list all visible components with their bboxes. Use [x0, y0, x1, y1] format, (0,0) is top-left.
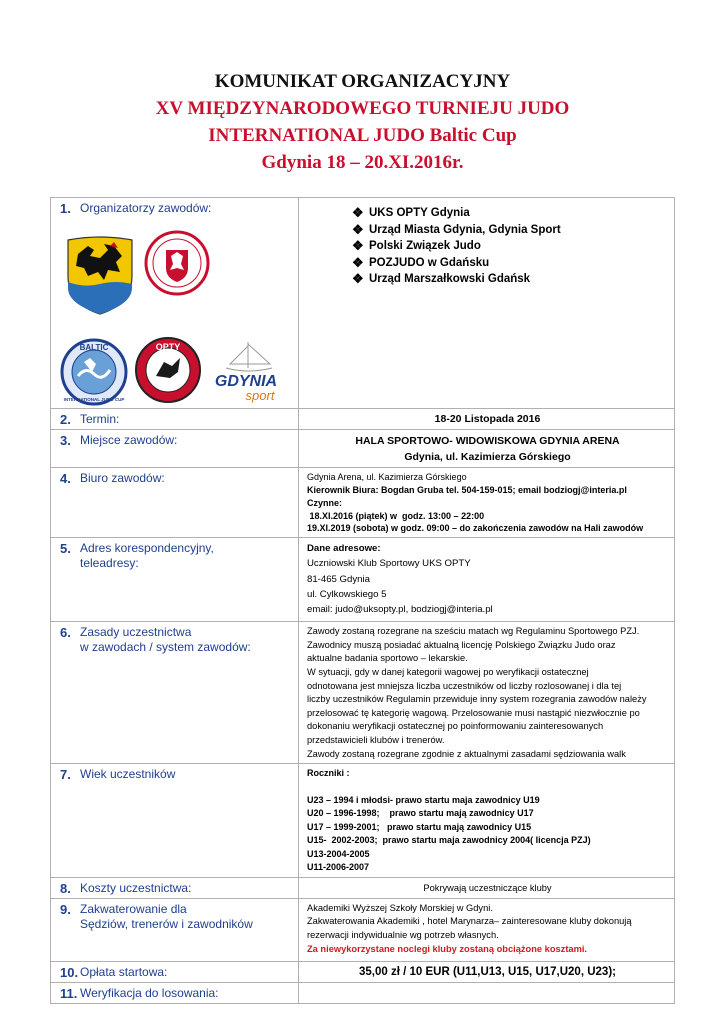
- rules-line: Zawodnicy muszą posiadać aktualną licencję Polskiego Związku Judo oraz: [307, 639, 616, 650]
- row-number: 4.: [60, 471, 71, 487]
- row-number: 7.: [60, 767, 71, 783]
- accommodation-line: Zakwaterowania Akademiki , hotel Marynarza– zainteresowane kluby dokonują: [307, 916, 632, 927]
- doc-title-line-3: INTERNATIONAL JUDO Baltic Cup: [208, 125, 517, 146]
- row-label: Opłata startowa:: [80, 964, 168, 979]
- rules-line: przedstawicieli klubów i trenerów.: [307, 734, 445, 745]
- gdynia-sport-logo: [208, 338, 286, 404]
- row-label: teleadresy:: [80, 556, 139, 571]
- row-number: 8.: [60, 880, 71, 896]
- doc-title-line-2: XV MIĘDZYNARODOWEGO TURNIEJU JUDO: [155, 98, 570, 119]
- baltic-logo-text: BALTIC: [79, 343, 109, 352]
- row-label: Weryfikacja do losowania:: [80, 986, 219, 1001]
- venue-name: HALA SPORTOWO- WIDOWISKOWA GDYNIA ARENA: [355, 435, 620, 448]
- row-label: Sędziów, trenerów i zawodników: [80, 916, 253, 931]
- age-line: U15- 2002-2003; prawo startu maja zawodnicy 2004( licencja PZJ): [307, 835, 591, 846]
- address-line: ul. Cylkowskiego 5: [307, 588, 387, 600]
- row-label: Miejsce zawodów:: [80, 433, 178, 448]
- row-number: 2.: [60, 412, 71, 427]
- list-item: ❖ Urząd Miasta Gdynia, Gdynia Sport: [352, 221, 561, 237]
- list-item: ❖ UKS OPTY Gdynia: [352, 205, 470, 220]
- age-title: Roczniki :: [307, 768, 350, 779]
- diamond-bullet-icon: ❖: [352, 238, 364, 253]
- row-office: [51, 468, 675, 538]
- opty-logo: [134, 336, 202, 404]
- doc-title-line-1: KOMUNIKAT ORGANIZACYJNY: [214, 71, 511, 92]
- row-number: 5.: [60, 541, 71, 557]
- row-label: Adres korespondencyjny,: [80, 541, 214, 556]
- age-line: U23 – 1994 i młodsi- prawo startu maja zawodnicy U19: [307, 794, 540, 805]
- row-number: 10.: [60, 964, 79, 980]
- row-number: 11.: [60, 986, 78, 1002]
- office-open-label: Czynne:: [307, 497, 343, 508]
- info-table: [50, 197, 675, 1004]
- list-item: ❖ Polski Związek Judo: [352, 238, 481, 253]
- diamond-bullet-icon: ❖: [352, 205, 364, 220]
- row-verification: [51, 983, 675, 1004]
- rules-line: dokonaniu weryfikacji ostatecznej po poinformowaniu zainteresowanych: [307, 721, 604, 732]
- costs-value: Pokrywają uczestniczące kluby: [423, 882, 552, 893]
- age-line: U13-2004-2005: [307, 848, 370, 859]
- organizers-list: [352, 205, 668, 288]
- griffin-crest-logo: [64, 232, 136, 316]
- address-line: Uczniowski Klub Sportowy UKS OPTY: [307, 558, 471, 570]
- row-label: Biuro zawodów:: [80, 471, 165, 486]
- diamond-bullet-icon: ❖: [352, 254, 364, 270]
- diamond-bullet-icon: ❖: [352, 221, 364, 237]
- row-organizers: [51, 198, 675, 409]
- gdynia-logo-text: GDYNIA: [214, 373, 278, 390]
- rules-line: Zawody zostaną rozegrane zgodnie z aktualnymi zasadami sędziowania walk: [307, 748, 626, 759]
- row-costs: [51, 877, 675, 898]
- office-hours-friday: 18.XI.2016 (piątek) w godz. 13:00 – 22:00: [307, 510, 485, 521]
- date-value: 18-20 Listopada 2016: [434, 413, 541, 425]
- office-manager: Kierownik Biura: Bogdan Gruba tel. 504-159-015; email bodziogj@interia.pl: [307, 485, 627, 495]
- row-address: [51, 538, 675, 622]
- pzj-eagle-logo: [144, 228, 210, 298]
- accommodation-line: Akademiki Wyższej Szkoły Morskiej w Gdyni.: [307, 902, 493, 913]
- row-age: [51, 764, 675, 878]
- rules-line: Zawody zostaną rozegrane na sześciu matach wg Regulaminu Sportowego PZJ.: [307, 626, 640, 637]
- opty-logo-text: OPTY: [155, 342, 181, 352]
- fee-value: 35,00 zł / 10 EUR (U11,U13, U15, U17,U20, U23);: [359, 965, 616, 978]
- baltic-cup-logo: [60, 338, 128, 406]
- organizer-logos: [60, 216, 292, 406]
- row-number: 1.: [60, 201, 71, 216]
- diamond-bullet-icon: ❖: [352, 271, 364, 286]
- venue-address: Gdynia, ul. Kazimierza Górskiego: [404, 451, 571, 464]
- accommodation-warning: Za niewykorzystane noclegi kluby zostaną obciążone kosztami.: [307, 943, 588, 954]
- row-number: 6.: [60, 625, 71, 641]
- row-venue: [51, 430, 675, 468]
- row-label: Wiek uczestników: [80, 767, 176, 782]
- row-date: [51, 409, 675, 430]
- row-label: Termin:: [80, 412, 120, 426]
- row-label: w zawodach / system zawodów:: [80, 640, 251, 655]
- office-hours-saturday: 19.XI.2019 (sobota) w godz. 09:00 – do zakończenia zawodów na Hali zawodów: [307, 523, 644, 534]
- list-item: ❖ Urząd Marszałkowski Gdańsk: [352, 271, 531, 286]
- row-number: 9.: [60, 901, 71, 917]
- row-number: 3.: [60, 433, 71, 449]
- rules-line: aktualne badania sportowo – lekarskie.: [307, 653, 468, 664]
- rules-line: odnotowana jest mniejsza liczba uczestników od liczby rozlosowanej i dla tej: [307, 680, 622, 691]
- row-fee: [51, 961, 675, 982]
- list-item: ❖ POZJUDO w Gdańsku: [352, 254, 490, 270]
- rules-line: liczby uczestników Regulamin przewiduje inny system rozegrania zawodów należy: [307, 694, 647, 705]
- row-rules: [51, 622, 675, 764]
- office-address: Gdynia Arena, ul. Kazimierza Górskiego: [307, 472, 467, 483]
- age-line: U17 – 1999-2001; prawo startu mają zawodnicy U15: [307, 821, 532, 832]
- doc-title-line-4: Gdynia 18 – 20.XI.2016r.: [261, 152, 464, 173]
- rules-line: przelosować tę kategorię wagową. Przelosowanie musi nastąpić niezwłocznie po: [307, 707, 640, 718]
- row-label: Organizatorzy zawodów:: [80, 201, 212, 215]
- age-line: U20 – 1996-1998; prawo startu mają zawodnicy U17: [307, 808, 534, 819]
- address-email: email: judo@uksopty.pl, bodziogj@interia.pl: [307, 604, 493, 615]
- row-label: Zakwaterowanie dla: [80, 901, 187, 916]
- row-accommodation: [51, 898, 675, 961]
- rules-line: W sytuacji, gdy w danej kategorii wagowej po weryfikacji ostatecznej: [307, 666, 589, 677]
- age-line: U11-2006-2007: [307, 862, 370, 873]
- sport-logo-text: sport: [245, 388, 275, 403]
- row-label: Koszty uczestnictwa:: [80, 880, 192, 895]
- address-line: 81-465 Gdynia: [307, 573, 370, 585]
- row-label: Zasady uczestnictwa: [80, 625, 192, 640]
- accommodation-line: rezerwacji indywidualnie wg potrzeb własnych.: [307, 930, 499, 941]
- address-title: Dane adresowe:: [307, 543, 381, 555]
- baltic-logo-bottom-text: INTERNATIONAL JUDO CUP: [63, 397, 125, 402]
